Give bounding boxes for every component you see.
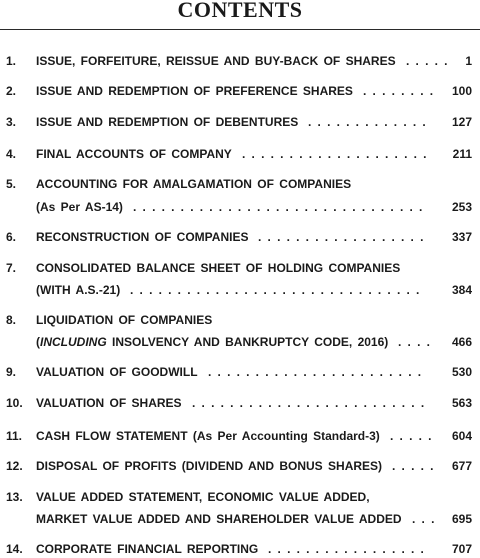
leader-dots: ..... [406,54,454,68]
page-number: 127 [451,115,472,129]
entry-title: FINAL ACCOUNTS OF COMPANY [36,147,232,161]
page-number: 677 [451,459,472,473]
page-number: 466 [451,335,472,349]
leader-dots: ................. [268,542,431,556]
toc-line [0,333,480,351]
entry-number: 4. [6,147,17,161]
toc-line [0,145,480,163]
entry-title: VALUATION OF GOODWILL [36,365,198,379]
leader-dots: .................... [242,147,433,161]
entry-title: VALUE ADDED STATEMENT, ECONOMIC VALUE ADDED, [36,490,370,504]
toc-line [0,540,480,558]
leader-dots: ..... [392,459,440,473]
entry-title: CONSOLIDATED BALANCE SHEET OF HOLDING COMPANIES [36,261,401,275]
toc-line [0,52,480,70]
toc-line [0,363,480,381]
entry-number: 9. [6,365,17,379]
leader-dots: ... [412,512,441,526]
entry-title: CORPORATE FINANCIAL REPORTING [36,542,259,556]
toc-line [0,113,480,131]
leader-dots: .................. [258,230,430,244]
toc-line [0,82,480,100]
leader-dots: .... [398,335,437,349]
page-number: 563 [451,396,472,410]
entry-title: LIQUIDATION OF COMPANIES [36,313,213,327]
page-number: 1 [465,54,472,68]
page-number: 384 [451,283,472,297]
toc-line [0,510,480,528]
page-number: 707 [451,542,472,556]
page-number: 695 [451,512,472,526]
leader-dots: ....................... [208,365,428,379]
toc-line [0,198,480,216]
toc-line [0,228,480,246]
entry-title: (WITH A.S.-21) [36,283,121,297]
entry-number: 2. [6,84,17,98]
entry-number: 6. [6,230,17,244]
entry-title: (As Per AS-14) [36,200,123,214]
entry-title: (INCLUDING INSOLVENCY AND BANKRUPTCY CODE, 2016) [36,335,389,349]
page-number: 530 [451,365,472,379]
entry-number: 1. [6,54,17,68]
entry-number: 12. [6,459,23,473]
entry-number: 10. [6,396,23,410]
toc-line [0,311,480,329]
entry-number: 13. [6,490,23,504]
leader-dots: ............................... [130,283,426,297]
entry-title: DISPOSAL OF PROFITS (DIVIDEND AND BONUS SHARES) [36,459,383,473]
toc-line [0,281,480,299]
entry-number: 14. [6,542,23,556]
toc-line [0,457,480,475]
toc-line [0,175,480,193]
toc-line [0,427,480,445]
page-number: 211 [452,147,472,161]
entry-number: 3. [6,115,17,129]
page-number: 337 [451,230,472,244]
title-divider [0,29,480,30]
page-number: 604 [451,429,472,443]
entry-title: ISSUE, FORFEITURE, REISSUE AND BUY-BACK OF SHARES [36,54,396,68]
leader-dots: ............................... [133,200,429,214]
entry-title: CASH FLOW STATEMENT (As Per Accounting Standard-3) [36,429,380,443]
page-number: 253 [451,200,472,214]
entry-number: 5. [6,177,17,191]
toc-line [0,259,480,277]
entry-number: 7. [6,261,17,275]
entry-title: RECONSTRUCTION OF COMPANIES [36,230,249,244]
leader-dots: ..... [390,429,438,443]
entry-number: 8. [6,313,17,327]
entry-title: ACCOUNTING FOR AMALGAMATION OF COMPANIES [36,177,352,191]
leader-dots: ............. [308,115,432,129]
entry-title: ISSUE AND REDEMPTION OF PREFERENCE SHARES [36,84,353,98]
entry-number: 11. [6,429,23,443]
entry-title: ISSUE AND REDEMPTION OF DEBENTURES [36,115,299,129]
toc-line [0,394,480,412]
page-number: 100 [451,84,472,98]
contents-title: CONTENTS [177,0,303,22]
leader-dots: ......................... [192,396,431,410]
toc-line [0,488,480,506]
leader-dots: ........ [363,84,440,98]
entry-title: MARKET VALUE ADDED AND SHAREHOLDER VALUE ADDED [36,512,402,526]
entry-title: VALUATION OF SHARES [36,396,182,410]
